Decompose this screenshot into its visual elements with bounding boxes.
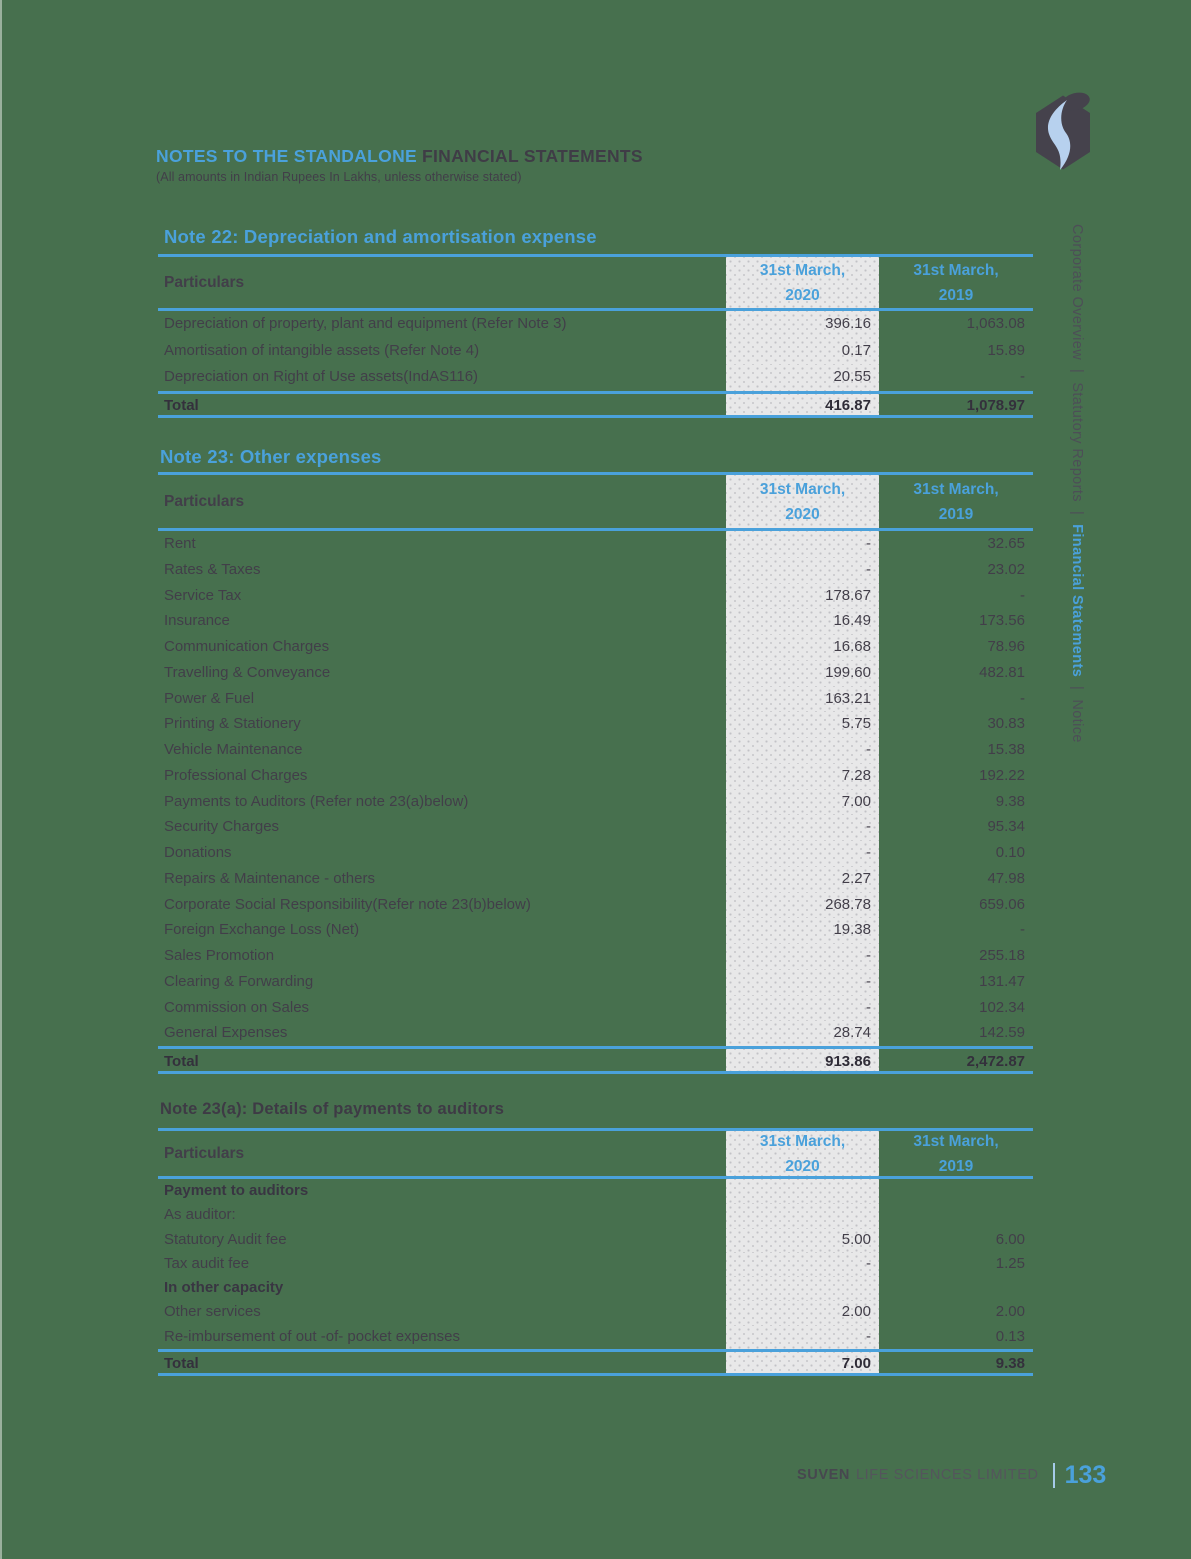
cell-particulars: Depreciation of property, plant and equipment (Refer Note 3) [164, 315, 567, 332]
cell-value-2020: - [726, 531, 879, 557]
cell-value-2020: 199.60 [726, 660, 879, 686]
table-row [158, 840, 1033, 866]
page-footer [797, 1461, 1106, 1489]
cell-value-2020: - [726, 969, 879, 995]
cell-value-2019 [879, 1276, 1033, 1300]
table-row [158, 583, 1033, 609]
cell-value-2020: 178.67 [726, 583, 879, 609]
cell-value-2019: 0.10 [995, 844, 1025, 861]
cell-value-2019: 9.38 [995, 792, 1025, 810]
sidebar-item-corporate-overview: Corporate Overview [1069, 224, 1085, 361]
cell-total-2019: 2,472.87 [966, 1053, 1025, 1070]
cell-value-2020: 19.38 [726, 917, 879, 943]
cell-total-label: Total [164, 1355, 199, 1373]
table-row [158, 943, 1033, 969]
cell-value-2019: 102.34 [979, 998, 1025, 1016]
cell-value-2020 [726, 1179, 879, 1203]
page-header [156, 146, 643, 184]
cell-total-2019: 9.38 [995, 1355, 1025, 1373]
column-header-31st-march-2020: 31st March, 2020 [726, 1131, 879, 1176]
cell-value-2020: 16.49 [726, 608, 879, 634]
cell-value-2019: 1.25 [995, 1254, 1025, 1272]
footer-brand-bold: SUVEN [797, 1467, 850, 1483]
table-row [158, 1228, 1033, 1252]
cell-value-2019: 131.47 [979, 972, 1025, 990]
footer-divider [1053, 1463, 1055, 1488]
cell-total-label: Total [164, 396, 199, 414]
cell-value-2019: 6.00 [995, 1230, 1025, 1248]
cell-value-2019: 255.18 [979, 947, 1025, 964]
cell-particulars: Amortisation of intangible assets (Refer Note 4) [164, 341, 480, 359]
table-row [158, 608, 1033, 634]
page-subtitle: (All amounts in Indian Rupees In Lakhs, unless otherwise stated) [156, 170, 522, 184]
cell-value-2019: - [1020, 586, 1025, 604]
column-header-31st-march-2019: 31st March, 2019 [913, 1132, 999, 1175]
cell-value-2020: 20.55 [726, 364, 879, 391]
cell-value-2019: 15.38 [987, 741, 1025, 758]
cell-value-2019: 23.02 [987, 560, 1025, 578]
cell-value-2020: - [726, 814, 879, 840]
table-row [158, 995, 1033, 1021]
table-row [158, 1276, 1033, 1300]
table-row [158, 1179, 1033, 1203]
cell-value-2020: 5.75 [726, 711, 879, 737]
table-header-row [158, 475, 1033, 531]
cell-particulars: Repairs & Maintenance - others [164, 869, 375, 887]
cell-value-2020: - [726, 995, 879, 1021]
cell-particulars: Re-imbursement of out -of- pocket expenses [164, 1327, 460, 1345]
sidebar-separator: | [1069, 369, 1085, 374]
cell-value-2020: - [726, 737, 879, 763]
table-row [158, 338, 1033, 365]
cell-value-2020: 2.27 [726, 866, 879, 892]
cell-value-2020: - [726, 1252, 879, 1276]
note23a-heading: Note 23(a): Details of payments to auditors [160, 1100, 505, 1118]
cell-total-2020: 416.87 [726, 394, 879, 415]
page-number: 133 [1064, 1460, 1107, 1489]
table-row [158, 969, 1033, 995]
column-header-particulars: Particulars [164, 274, 245, 291]
cell-value-2019: 95.34 [987, 818, 1025, 836]
cell-value-2020: 268.78 [726, 892, 879, 918]
cell-total-2020: 913.86 [726, 1049, 879, 1071]
cell-particulars: Corporate Social Responsibility(Refer note 23(b)below) [164, 895, 531, 913]
cell-value-2019: 15.89 [987, 341, 1025, 359]
cell-particulars: Payment to auditors [164, 1182, 309, 1199]
table-row [158, 763, 1033, 789]
cell-value-2019: 47.98 [987, 869, 1025, 887]
table-total-row [158, 391, 1033, 415]
cell-value-2020: - [726, 943, 879, 969]
cell-particulars: Foreign Exchange Loss (Net) [164, 921, 360, 939]
table-row [158, 866, 1033, 892]
cell-value-2019: - [1020, 368, 1025, 385]
table-row [158, 1203, 1033, 1227]
cell-value-2019 [879, 1179, 1033, 1203]
cell-particulars: Tax audit fee [164, 1254, 250, 1272]
page-title [156, 146, 643, 166]
cell-value-2019: 659.06 [979, 895, 1025, 913]
cell-particulars: Clearing & Forwarding [164, 972, 314, 990]
column-header-particulars: Particulars [164, 1145, 245, 1162]
table-row [158, 737, 1033, 763]
cell-particulars: Vehicle Maintenance [164, 741, 303, 758]
cell-value-2020: - [726, 557, 879, 583]
cell-particulars: Power & Fuel [164, 689, 255, 707]
cell-particulars: Sales Promotion [164, 947, 275, 964]
cell-value-2019: 173.56 [979, 612, 1025, 630]
cell-particulars: Printing & Stationery [164, 715, 301, 733]
table-row [158, 1325, 1033, 1349]
table-row [158, 789, 1033, 815]
cell-particulars: Service Tax [164, 586, 242, 604]
cell-value-2019: 1,063.08 [966, 315, 1025, 332]
table-row [158, 1020, 1033, 1046]
cell-value-2020: 28.74 [726, 1020, 879, 1046]
cell-value-2020: - [726, 1325, 879, 1349]
page-title-primary: NOTES TO THE STANDALONE [156, 146, 417, 166]
sidebar-item-statutory-reports: Statutory Reports [1069, 382, 1085, 502]
cell-value-2020: 7.28 [726, 763, 879, 789]
cell-value-2020: 163.21 [726, 686, 879, 712]
table-row [158, 364, 1033, 391]
cell-total-2020: 7.00 [726, 1352, 879, 1373]
cell-value-2019: 32.65 [987, 535, 1025, 552]
cell-particulars: Insurance [164, 612, 230, 630]
column-header-31st-march-2019: 31st March, 2019 [913, 261, 999, 304]
table-row [158, 892, 1033, 918]
cell-value-2019 [879, 1203, 1033, 1227]
table-row [158, 660, 1033, 686]
column-header-31st-march-2019: 31st March, 2019 [913, 480, 999, 523]
cell-value-2019: 0.13 [995, 1327, 1025, 1345]
cell-value-2019: 30.83 [987, 715, 1025, 733]
cell-total-label: Total [164, 1053, 199, 1070]
page-title-secondary: FINANCIAL STATEMENTS [421, 146, 643, 166]
cell-value-2019: 192.22 [979, 766, 1025, 784]
cell-particulars: Professional Charges [164, 766, 308, 784]
sidebar-separator: | [1069, 510, 1085, 516]
table-row [158, 531, 1033, 557]
table-row [158, 917, 1033, 943]
table-row [158, 711, 1033, 737]
cell-particulars: Rates & Taxes [164, 560, 261, 578]
table-row [158, 814, 1033, 840]
cell-value-2019: 2.00 [995, 1303, 1025, 1321]
cell-particulars: Security Charges [164, 818, 280, 836]
cell-value-2020: 396.16 [726, 311, 879, 338]
cell-value-2020 [726, 1203, 879, 1227]
table-row [158, 1300, 1033, 1324]
note22-heading: Note 22: Depreciation and amortisation expense [164, 226, 597, 247]
cell-particulars: Communication Charges [164, 638, 330, 655]
cell-particulars: Depreciation on Right of Use assets(IndAS116) [164, 368, 479, 385]
cell-value-2020 [726, 1276, 879, 1300]
table-row [158, 311, 1033, 338]
table-row [158, 634, 1033, 660]
cell-value-2019: 78.96 [987, 638, 1025, 655]
column-header-particulars: Particulars [164, 493, 245, 510]
cell-particulars: Travelling & Conveyance [164, 663, 331, 681]
cell-particulars: As auditor: [164, 1206, 236, 1224]
cell-value-2020: - [726, 840, 879, 866]
cell-particulars: Commission on Sales [164, 998, 310, 1016]
column-header-31st-march-2020: 31st March, 2020 [726, 475, 879, 528]
sidebar-item-notice: Notice [1069, 699, 1085, 743]
side-navigation [1069, 224, 1085, 743]
note23-table [158, 472, 1033, 1074]
cell-particulars: Rent [164, 535, 196, 552]
table-header-row [158, 1131, 1033, 1179]
cell-value-2020: 2.00 [726, 1300, 879, 1324]
cell-particulars: In other capacity [164, 1279, 284, 1297]
sidebar-item-financial-statements: Financial Statements [1069, 524, 1085, 678]
table-row [158, 557, 1033, 583]
sidebar-separator: | [1069, 686, 1085, 691]
table-total-row [158, 1046, 1033, 1071]
cell-value-2019: - [1020, 689, 1025, 707]
cell-value-2020: 16.68 [726, 634, 879, 660]
cell-particulars: Other services [164, 1303, 261, 1321]
cell-particulars: Statutory Audit fee [164, 1230, 287, 1248]
footer-brand-rest: LIFE SCIENCES LIMITED [855, 1467, 1039, 1483]
table-total-row [158, 1349, 1033, 1373]
cell-particulars: Donations [164, 844, 232, 861]
cell-value-2019: - [1020, 921, 1025, 939]
cell-value-2020: 7.00 [726, 789, 879, 815]
note23-heading: Note 23: Other expenses [160, 446, 382, 467]
cell-value-2019: 482.81 [979, 663, 1025, 681]
cell-particulars: General Expenses [164, 1024, 288, 1042]
cell-value-2020: 5.00 [726, 1228, 879, 1252]
table-row [158, 686, 1033, 712]
cell-total-2019: 1,078.97 [966, 396, 1025, 414]
suven-logo-icon [1035, 92, 1092, 178]
cell-value-2020: 0.17 [726, 338, 879, 365]
note22-table [158, 254, 1033, 418]
table-row [158, 1252, 1033, 1276]
table-header-row [158, 257, 1033, 311]
cell-value-2019: 142.59 [979, 1024, 1025, 1042]
column-header-31st-march-2020: 31st March, 2020 [726, 257, 879, 308]
note23a-table [158, 1128, 1033, 1376]
cell-particulars: Payments to Auditors (Refer note 23(a)below) [164, 792, 469, 810]
